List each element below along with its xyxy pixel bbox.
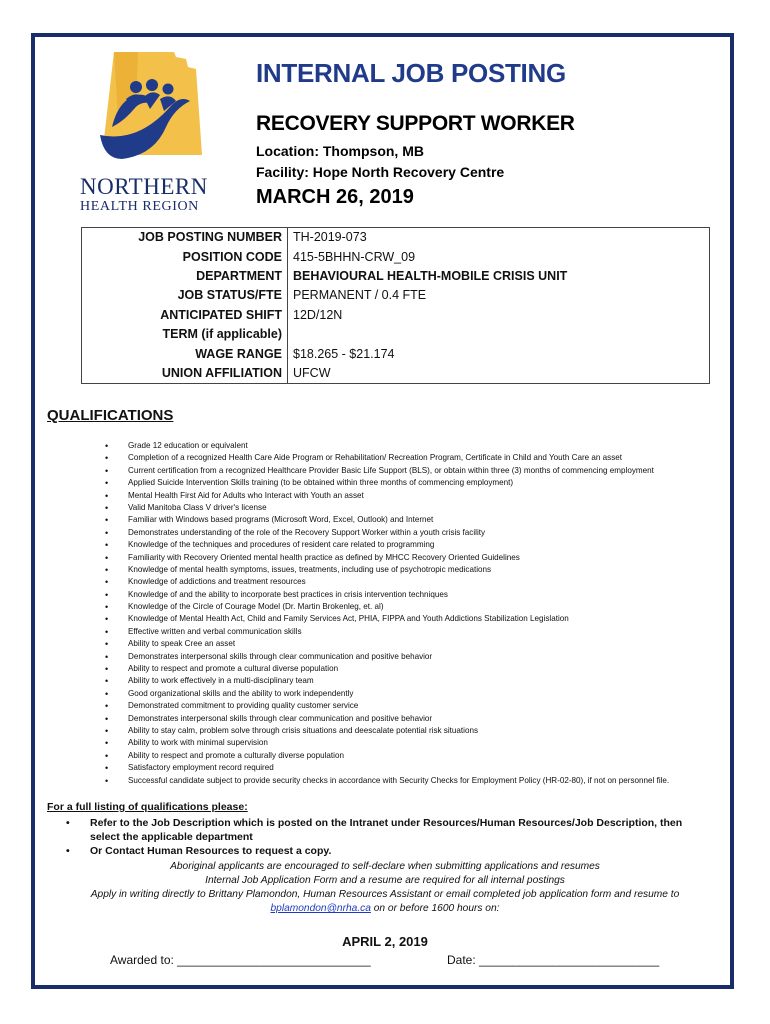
facility: Facility: Hope North Recovery Centre bbox=[256, 164, 505, 180]
info-value: BEHAVIOURAL HEALTH-MOBILE CRISIS UNIT bbox=[288, 267, 710, 286]
logo-text-northern: NORTHERN bbox=[80, 174, 208, 199]
apply-deadline-line bbox=[40, 902, 730, 916]
info-value: UFCW bbox=[288, 364, 710, 384]
full-listing-item: • Or Contact Human Resources to request a copy. bbox=[62, 844, 702, 858]
info-row bbox=[82, 228, 710, 248]
qualifications-list bbox=[100, 440, 730, 787]
qualification-item: • Knowledge of addictions and treatment resources bbox=[100, 576, 730, 588]
email-link[interactable]: bplamondon@nrha.ca bbox=[270, 903, 371, 914]
location: Location: Thompson, MB bbox=[256, 143, 424, 159]
info-value: TH-2019-073 bbox=[288, 228, 710, 248]
apply-instructions: Apply in writing directly to Brittany Plamondon, Human Resources Assistant or email completed job application form and resume to bbox=[90, 889, 680, 900]
logo-text-health-region: HEALTH REGION bbox=[80, 199, 199, 214]
qualification-item: • Demonstrated commitment to providing quality customer service bbox=[100, 700, 730, 712]
info-row bbox=[82, 344, 710, 363]
deadline-text: on or before 1600 hours on: bbox=[370, 903, 500, 914]
info-value bbox=[288, 325, 710, 344]
qualification-item: • Knowledge of and the ability to incorporate best practices in crisis intervention techniques bbox=[100, 589, 730, 601]
info-row bbox=[82, 247, 710, 266]
awarded-to-field: Awarded to: _____________________________ bbox=[110, 953, 371, 967]
qualification-item: • Ability to stay calm, problem solve through crisis situations and deescalate potential risk situations bbox=[100, 725, 730, 737]
closing-date: APRIL 2, 2019 bbox=[342, 934, 428, 949]
qualification-item: • Ability to work effectively in a multi-disciplinary team bbox=[100, 675, 730, 687]
qualification-item: • Applied Suicide Intervention Skills training (to be obtained within three months of commencing employment) bbox=[100, 477, 730, 489]
posting-title: INTERNAL JOB POSTING bbox=[256, 58, 566, 88]
qualification-item: • Knowledge of the techniques and procedures of resident care related to programming bbox=[100, 539, 730, 551]
qualification-item: • Successful candidate subject to provide security checks in accordance with Security Checks for Employment Policy (HR-02-80), if not on personnel file. bbox=[100, 775, 730, 787]
qualification-item: • Satisfactory employment record required bbox=[100, 762, 730, 774]
full-listing-list bbox=[62, 816, 702, 858]
info-row bbox=[82, 286, 710, 305]
qualification-item: • Demonstrates interpersonal skills through clear communication and positive behavior bbox=[100, 713, 730, 725]
posting-date: MARCH 26, 2019 bbox=[256, 186, 414, 208]
qualification-item: • Ability to work with minimal supervision bbox=[100, 737, 730, 749]
full-listing-heading: For a full listing of qualifications please: bbox=[47, 801, 248, 813]
qualification-item: • Ability to respect and promote a cultural diverse population bbox=[100, 663, 730, 675]
qualification-item: • Good organizational skills and the ability to work independently bbox=[100, 688, 730, 700]
qualification-item: • Demonstrates interpersonal skills through clear communication and positive behavior bbox=[100, 651, 730, 663]
qualification-item: • Effective written and verbal communication skills bbox=[100, 626, 730, 638]
qualification-item: • Completion of a recognized Health Care Aide Program or Rehabilitation/ Recreation Program, Certificate in Child and Youth Care an asset bbox=[100, 452, 730, 464]
date-field: Date: ___________________________ bbox=[447, 953, 660, 967]
info-row bbox=[82, 306, 710, 325]
qualification-item: • Current certification from a recognized Healthcare Provider Basic Life Support (BLS), or obtain within three (3) months of commencing employment bbox=[100, 465, 730, 477]
info-key: TERM (if applicable) bbox=[82, 325, 288, 344]
info-key: ANTICIPATED SHIFT bbox=[82, 306, 288, 325]
full-listing-item: • Refer to the Job Description which is posted on the Intranet under Resources/Human Resources/Job Description, then select the applicable department bbox=[62, 816, 702, 844]
info-key: WAGE RANGE bbox=[82, 344, 288, 363]
qualification-item: • Familiar with Windows based programs (Microsoft Word, Excel, Outlook) and Internet bbox=[100, 514, 730, 526]
qualification-item: • Demonstrates understanding of the role of the Recovery Support Worker within a youth crisis facility bbox=[100, 527, 730, 539]
qualification-item: • Familiarity with Recovery Oriented mental health practice as defined by MHCC Recovery Oriented Guidelines bbox=[100, 552, 730, 564]
qualification-item: • Knowledge of the Circle of Courage Model (Dr. Martin Brokenleg, et. al) bbox=[100, 601, 730, 613]
qualifications-heading: QUALIFICATIONS bbox=[47, 407, 174, 424]
info-key: DEPARTMENT bbox=[82, 267, 288, 286]
info-value: PERMANENT / 0.4 FTE bbox=[288, 286, 710, 305]
qualification-item: • Grade 12 education or equivalent bbox=[100, 440, 730, 452]
logo-emblem-icon bbox=[78, 47, 228, 177]
info-row bbox=[82, 364, 710, 384]
application-form-note: Internal Job Application Form and a resume are required for all internal postings bbox=[205, 875, 565, 886]
position-title: RECOVERY SUPPORT WORKER bbox=[256, 112, 575, 135]
qualification-item: • Ability to respect and promote a culturally diverse population bbox=[100, 750, 730, 762]
qualification-item: • Knowledge of mental health symptoms, issues, treatments, including use of psychotropic medications bbox=[100, 564, 730, 576]
info-key: JOB STATUS/FTE bbox=[82, 286, 288, 305]
info-value: $18.265 - $21.174 bbox=[288, 344, 710, 363]
info-row bbox=[82, 267, 710, 286]
job-info-table bbox=[81, 227, 710, 384]
info-key: UNION AFFILIATION bbox=[82, 364, 288, 384]
qualification-item: • Valid Manitoba Class V driver's license bbox=[100, 502, 730, 514]
qualification-item: • Ability to speak Cree an asset bbox=[100, 638, 730, 650]
info-row bbox=[82, 325, 710, 344]
info-value: 415-5BHHN-CRW_09 bbox=[288, 247, 710, 266]
qualification-item: • Mental Health First Aid for Adults who Interact with Youth an asset bbox=[100, 490, 730, 502]
info-key: JOB POSTING NUMBER bbox=[82, 228, 288, 248]
info-key: POSITION CODE bbox=[82, 247, 288, 266]
aboriginal-note: Aboriginal applicants are encouraged to self-declare when submitting applications and resumes bbox=[170, 861, 600, 872]
info-value: 12D/12N bbox=[288, 306, 710, 325]
qualification-item: • Knowledge of Mental Health Act, Child and Family Services Act, PHIA, FIPPA and Youth Addictions Stabilization Legislation bbox=[100, 613, 730, 625]
